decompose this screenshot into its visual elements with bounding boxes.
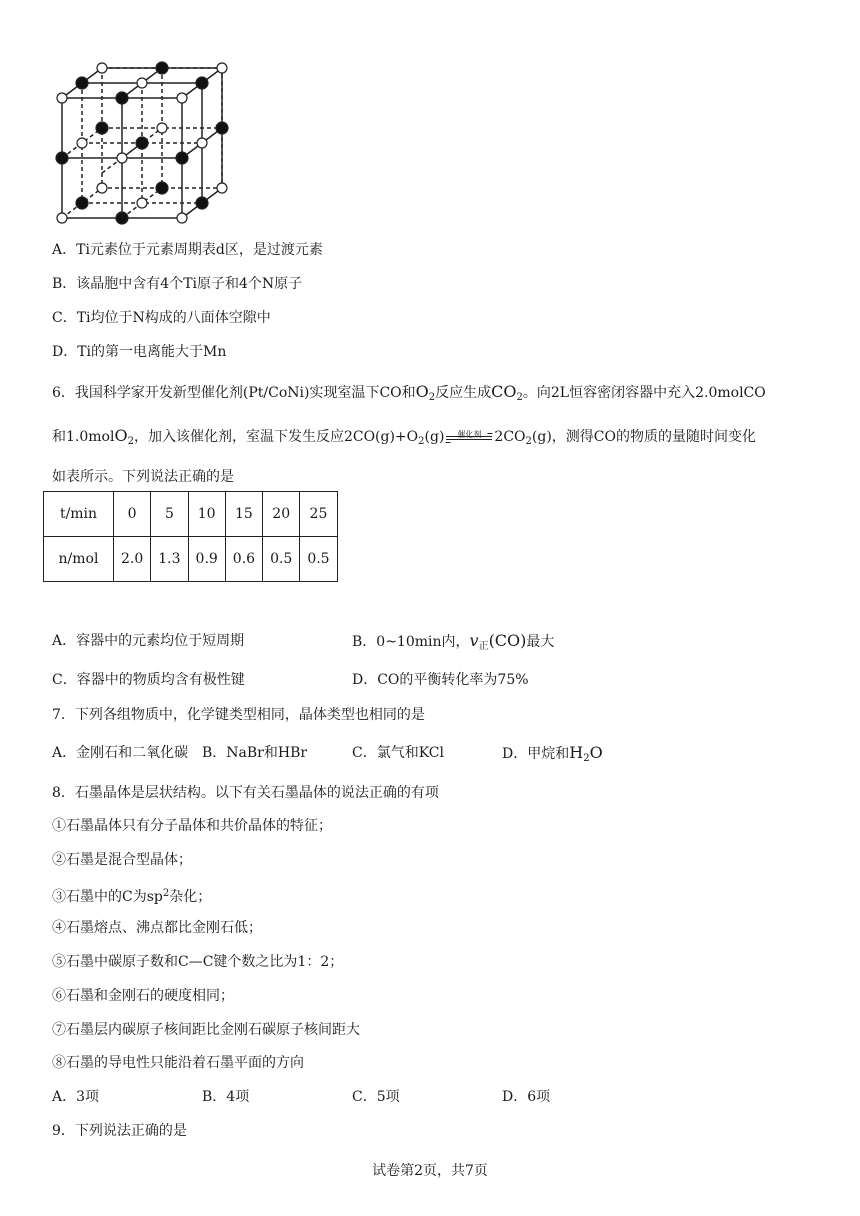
reaction-equation: $2CO(g)+O_2(g)$ 催化剂 $2CO_2(g)$	[343, 429, 552, 447]
q8-stem: 8．石墨晶体是层状结构。以下有关石墨晶体的说法正确的有项	[52, 785, 439, 801]
table-cell: 0.6	[225, 537, 262, 582]
q6-stem-line2: 和1.0molO$_2$，加入该催化剂，室温下发生反应$2CO(g)+O_2(g)$ 催化剂 $2CO_2(g)$，测得CO的物质的量随时间变化	[52, 426, 756, 447]
q7-option-c: C．氯气和KCl	[352, 745, 444, 761]
q7-option-a: A．金刚石和二氧化碳	[52, 745, 189, 761]
data-table	[43, 491, 338, 582]
q6-option-d: D．CO的平衡转化率为75%	[352, 672, 529, 688]
table-cell: 15	[225, 492, 262, 537]
q6-option-a: A．容器中的元素均位于短周期	[52, 633, 245, 649]
q5-option-b: B．该晶胞中含有4个Ti原子和4个N原子	[52, 276, 303, 292]
table-cell: 10	[188, 492, 225, 537]
crystal-cell-figure	[52, 58, 237, 228]
q7-stem: 7．下列各组物质中，化学键类型相同，晶体类型也相同的是	[52, 707, 425, 723]
q8-option-a: A．3项	[52, 1089, 100, 1105]
reversible-arrow-icon: 催化剂	[444, 427, 494, 447]
page-footer: 试卷第2页，共7页	[372, 1163, 488, 1179]
q8-statement-8: ⑧石墨的导电性只能沿着石墨平面的方向	[52, 1055, 304, 1071]
q8-option-b: B．4项	[202, 1089, 250, 1105]
q8-statement-7: ⑦石墨层内碳原子核间距比金刚石碳原子核间距大	[52, 1022, 360, 1038]
q8-statement-2: ②石墨是混合型晶体；	[52, 852, 192, 868]
table-header-cell: t/min	[44, 492, 114, 537]
table-row	[44, 492, 338, 537]
q6-option-c: C．容器中的物质均含有极性键	[52, 672, 245, 688]
table-cell: 1.3	[151, 537, 188, 582]
table-cell: 2.0	[114, 537, 151, 582]
table-cell: 0.9	[188, 537, 225, 582]
q8-statement-6: ⑥石墨和金刚石的硬度相同；	[52, 988, 234, 1004]
table-cell: 20	[263, 492, 300, 537]
table-header-cell: n/mol	[44, 537, 114, 582]
q5-option-d: D．Ti的第一电离能大于Mn	[52, 344, 227, 360]
q9-stem: 9．下列说法正确的是	[52, 1123, 187, 1139]
table-cell: 0.5	[263, 537, 300, 582]
q8-statement-3: ③石墨中的C为$sp^2$杂化；	[52, 888, 212, 905]
q8-statement-4: ④石墨熔点、沸点都比金刚石低；	[52, 920, 262, 936]
q6-option-b: B．0~10min内，$v_正(CO)$最大	[352, 631, 555, 652]
q5-option-c: C．Ti均位于N构成的八面体空隙中	[52, 310, 271, 326]
q7-option-b: B．NaBr和HBr	[202, 745, 308, 761]
table-cell: 25	[300, 492, 337, 537]
q7-option-d: D．甲烷和$H_2O$	[502, 743, 603, 764]
table-cell: 0	[114, 492, 151, 537]
q8-option-c: C．5项	[352, 1089, 400, 1105]
q6-stem-line1: 6．我国科学家开发新型催化剂(Pt/CoNi)实现室温下CO和$O_2$反应生成$CO_2$。向2L恒容密闭容器中充入2.0molCO	[52, 382, 766, 403]
q6-stem-line3: 如表所示。下列说法正确的是	[52, 469, 234, 485]
table-row	[44, 537, 338, 582]
table-cell: 5	[151, 492, 188, 537]
q8-statement-1: ①石墨晶体只有分子晶体和共价晶体的特征；	[52, 818, 332, 834]
q8-statement-5: ⑤石墨中碳原子数和C—C键个数之比为1：2；	[52, 954, 344, 970]
q8-option-d: D．6项	[502, 1089, 551, 1105]
table-cell: 0.5	[300, 537, 337, 582]
q5-option-a: A．Ti元素位于元素周期表d区，是过渡元素	[52, 242, 323, 258]
